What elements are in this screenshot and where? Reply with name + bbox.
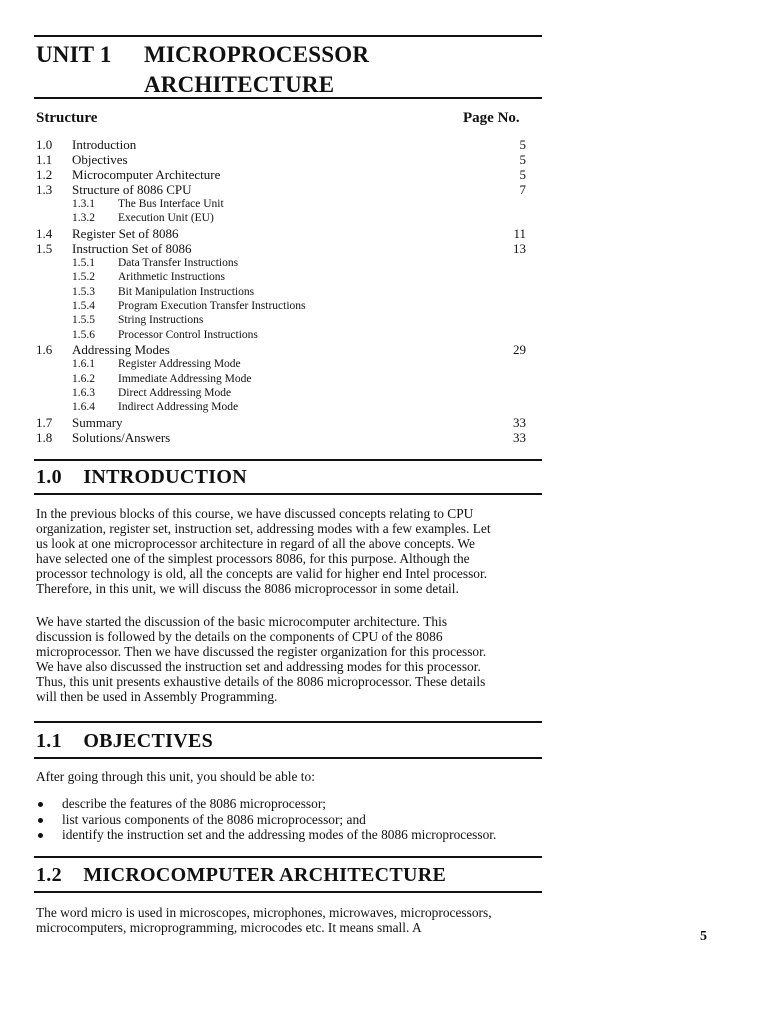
toc-entry-number: 1.5 (36, 240, 53, 256)
text-line: microprocessor. Then we have discussed the register organization for this processor. (36, 644, 487, 660)
toc-subentry (36, 285, 526, 299)
toc-entry-title: Introduction (72, 137, 137, 152)
toc-entry-number: 1.0 (36, 137, 53, 152)
toc-entry-title: String Instructions (118, 314, 204, 327)
objectives-top-rule (34, 721, 542, 723)
page-number: 5 (700, 929, 707, 944)
toc-entry (36, 167, 526, 182)
objectives-title: OBJECTIVES (83, 730, 214, 752)
toc-entry (36, 226, 526, 241)
text-line: Therefore, in this unit, we will discuss the 8086 microprocessor in some detail. (36, 581, 459, 597)
toc-entry-page: 5 (519, 167, 526, 182)
toc-entry-number: 1.5.6 (72, 328, 95, 341)
toc-subentry (36, 386, 526, 400)
architecture-number: 1.2 (36, 864, 62, 886)
unit-heading (144, 40, 504, 100)
toc-entry-title: Data Transfer Instructions (118, 256, 239, 269)
text-line: The word micro is used in microscopes, microphones, microwaves, microprocessors, (36, 905, 492, 920)
toc-entry (36, 182, 526, 197)
toc-entry-title: Solutions/Answers (72, 429, 171, 445)
toc-entry-number: 1.6.1 (72, 358, 95, 371)
toc-entry-title: Arithmetic Instructions (118, 271, 225, 284)
toc-entry-number: 1.5.1 (72, 256, 95, 269)
toc-entry-number: 1.3.1 (72, 198, 95, 210)
top-rule (34, 35, 542, 37)
toc-entry-number: 1.3.2 (72, 212, 95, 225)
toc-bottom-rule (34, 459, 542, 461)
toc-entry-title: Register Set of 8086 (72, 225, 179, 241)
toc-entry-title: Execution Unit (EU) (118, 212, 214, 225)
toc-subentry (36, 211, 526, 225)
toc-entry-title: Objectives (72, 152, 128, 167)
toc-entry-number: 1.3 (36, 182, 53, 197)
toc-subentry (36, 328, 526, 342)
toc-entry (36, 430, 526, 445)
architecture-title: MICROCOMPUTER ARCHITECTURE (83, 864, 447, 886)
objectives-rule (34, 757, 542, 759)
toc-entry-page: 33 (513, 429, 526, 445)
toc-subentry (36, 313, 526, 327)
toc-entry-title: Processor Control Instructions (118, 328, 258, 341)
list-item: describe the features of the 8086 microprocessor; (36, 796, 546, 812)
toc-entry (36, 152, 526, 167)
toc-entry-title: Direct Addressing Mode (118, 386, 232, 399)
list-item: identify the instruction set and the addressing modes of the 8086 microprocessor. (36, 827, 546, 843)
text-line: will then be used in Assembly Programming. (36, 689, 278, 705)
toc-entry-number: 1.2 (36, 167, 53, 182)
page-no-heading: Page No. (463, 110, 520, 126)
toc-entry-number: 1.4 (36, 225, 53, 241)
toc-entry-title: Register Addressing Mode (118, 358, 241, 371)
toc-subentry (36, 256, 526, 270)
unit-title-line2: ARCHITECTURE (144, 72, 335, 97)
toc-entry-page: 5 (519, 152, 526, 167)
objectives-intro (36, 769, 536, 784)
text-line: We have started the discussion of the basic microcomputer architecture. This (36, 614, 448, 629)
toc-entry-number: 1.7 (36, 414, 53, 430)
structure-heading: Structure (36, 110, 98, 126)
toc-subentry (36, 270, 526, 284)
text-line: organization, register set, instruction set, addressing modes with a few examples. Let (36, 521, 491, 537)
toc-entry-number: 1.5.4 (72, 299, 95, 312)
architecture-paragraph (36, 905, 536, 935)
unit-number: UNIT 1 (36, 42, 112, 67)
toc-entry-page: 29 (513, 342, 526, 358)
toc-subentry (36, 400, 526, 414)
toc-entry-title: Indirect Addressing Mode (118, 401, 239, 414)
introduction-paragraph-2 (36, 614, 536, 705)
text-line: us look at one microprocessor architecture in regard of all the above concepts. We (36, 536, 475, 552)
introduction-title: INTRODUCTION (83, 466, 247, 488)
toc-entry-page: 11 (513, 225, 526, 241)
toc-entry-number: 1.5.3 (72, 285, 95, 298)
toc-subentry (36, 372, 526, 386)
toc-entry-title: The Bus Interface Unit (118, 198, 224, 210)
text-line: microcomputers, microprogramming, microcodes etc. It means small. A (36, 920, 422, 936)
introduction-heading (36, 465, 247, 489)
text-line: After going through this unit, you should be able to: (36, 769, 315, 784)
toc-subentry (36, 357, 526, 371)
text-line: In the previous blocks of this course, we have discussed concepts relating to CPU (36, 506, 474, 521)
toc-entry-number: 1.6.4 (72, 401, 95, 414)
toc-subentry (36, 299, 526, 313)
text-line: have selected one of the simplest processors 8086, for this purpose. Although the (36, 551, 470, 567)
toc-entry-title: Structure of 8086 CPU (72, 182, 192, 197)
toc-entry (36, 241, 526, 256)
architecture-top-rule (34, 856, 542, 858)
unit-title-line1: MICROPROCESSOR (144, 42, 370, 67)
toc-entry-number: 1.6.2 (72, 372, 95, 385)
text-line: We have also discussed the instruction set and addressing modes for this processor. (36, 659, 481, 675)
toc-entry-number: 1.6 (36, 342, 53, 358)
toc-subentry (36, 197, 526, 211)
toc-entry-page: 5 (519, 137, 526, 152)
text-line: Thus, this unit presents exhaustive details of the 8086 microprocessor. These details (36, 674, 486, 690)
toc-entry-page: 13 (513, 240, 526, 256)
introduction-paragraph-1 (36, 506, 536, 597)
toc-entry-number: 1.6.3 (72, 386, 95, 399)
toc-entry-title: Immediate Addressing Mode (118, 372, 252, 385)
architecture-heading (36, 863, 446, 887)
title-bottom-rule (34, 97, 542, 99)
introduction-rule (34, 493, 542, 495)
toc-entry-page: 33 (513, 414, 526, 430)
objectives-list (36, 796, 546, 843)
toc-entry-title: Program Execution Transfer Instructions (118, 299, 306, 312)
toc-entry-number: 1.8 (36, 429, 53, 445)
toc-entry-title: Summary (72, 414, 123, 430)
architecture-rule (34, 891, 542, 893)
toc-entry-title: Bit Manipulation Instructions (118, 285, 255, 298)
list-item: list various components of the 8086 microprocessor; and (36, 812, 546, 828)
toc-entry-title: Instruction Set of 8086 (72, 240, 192, 256)
objectives-heading (36, 729, 213, 753)
introduction-number: 1.0 (36, 466, 62, 488)
toc-entry-number: 1.5.5 (72, 314, 95, 327)
toc-entry (36, 137, 526, 152)
toc-entry-number: 1.5.2 (72, 271, 95, 284)
objectives-number: 1.1 (36, 730, 62, 752)
toc-entry-title: Microcomputer Architecture (72, 167, 221, 182)
toc-entry-page: 7 (519, 182, 526, 197)
table-of-contents (36, 137, 526, 445)
text-line: processor technology is old, all the concepts are valid for higher end Intel processor. (36, 566, 488, 582)
toc-entry (36, 342, 526, 357)
toc-entry (36, 415, 526, 430)
toc-entry-number: 1.1 (36, 152, 53, 167)
text-line: discussion is followed by the details on the components of CPU of the 8086 (36, 629, 443, 645)
toc-entry-title: Addressing Modes (72, 342, 170, 358)
